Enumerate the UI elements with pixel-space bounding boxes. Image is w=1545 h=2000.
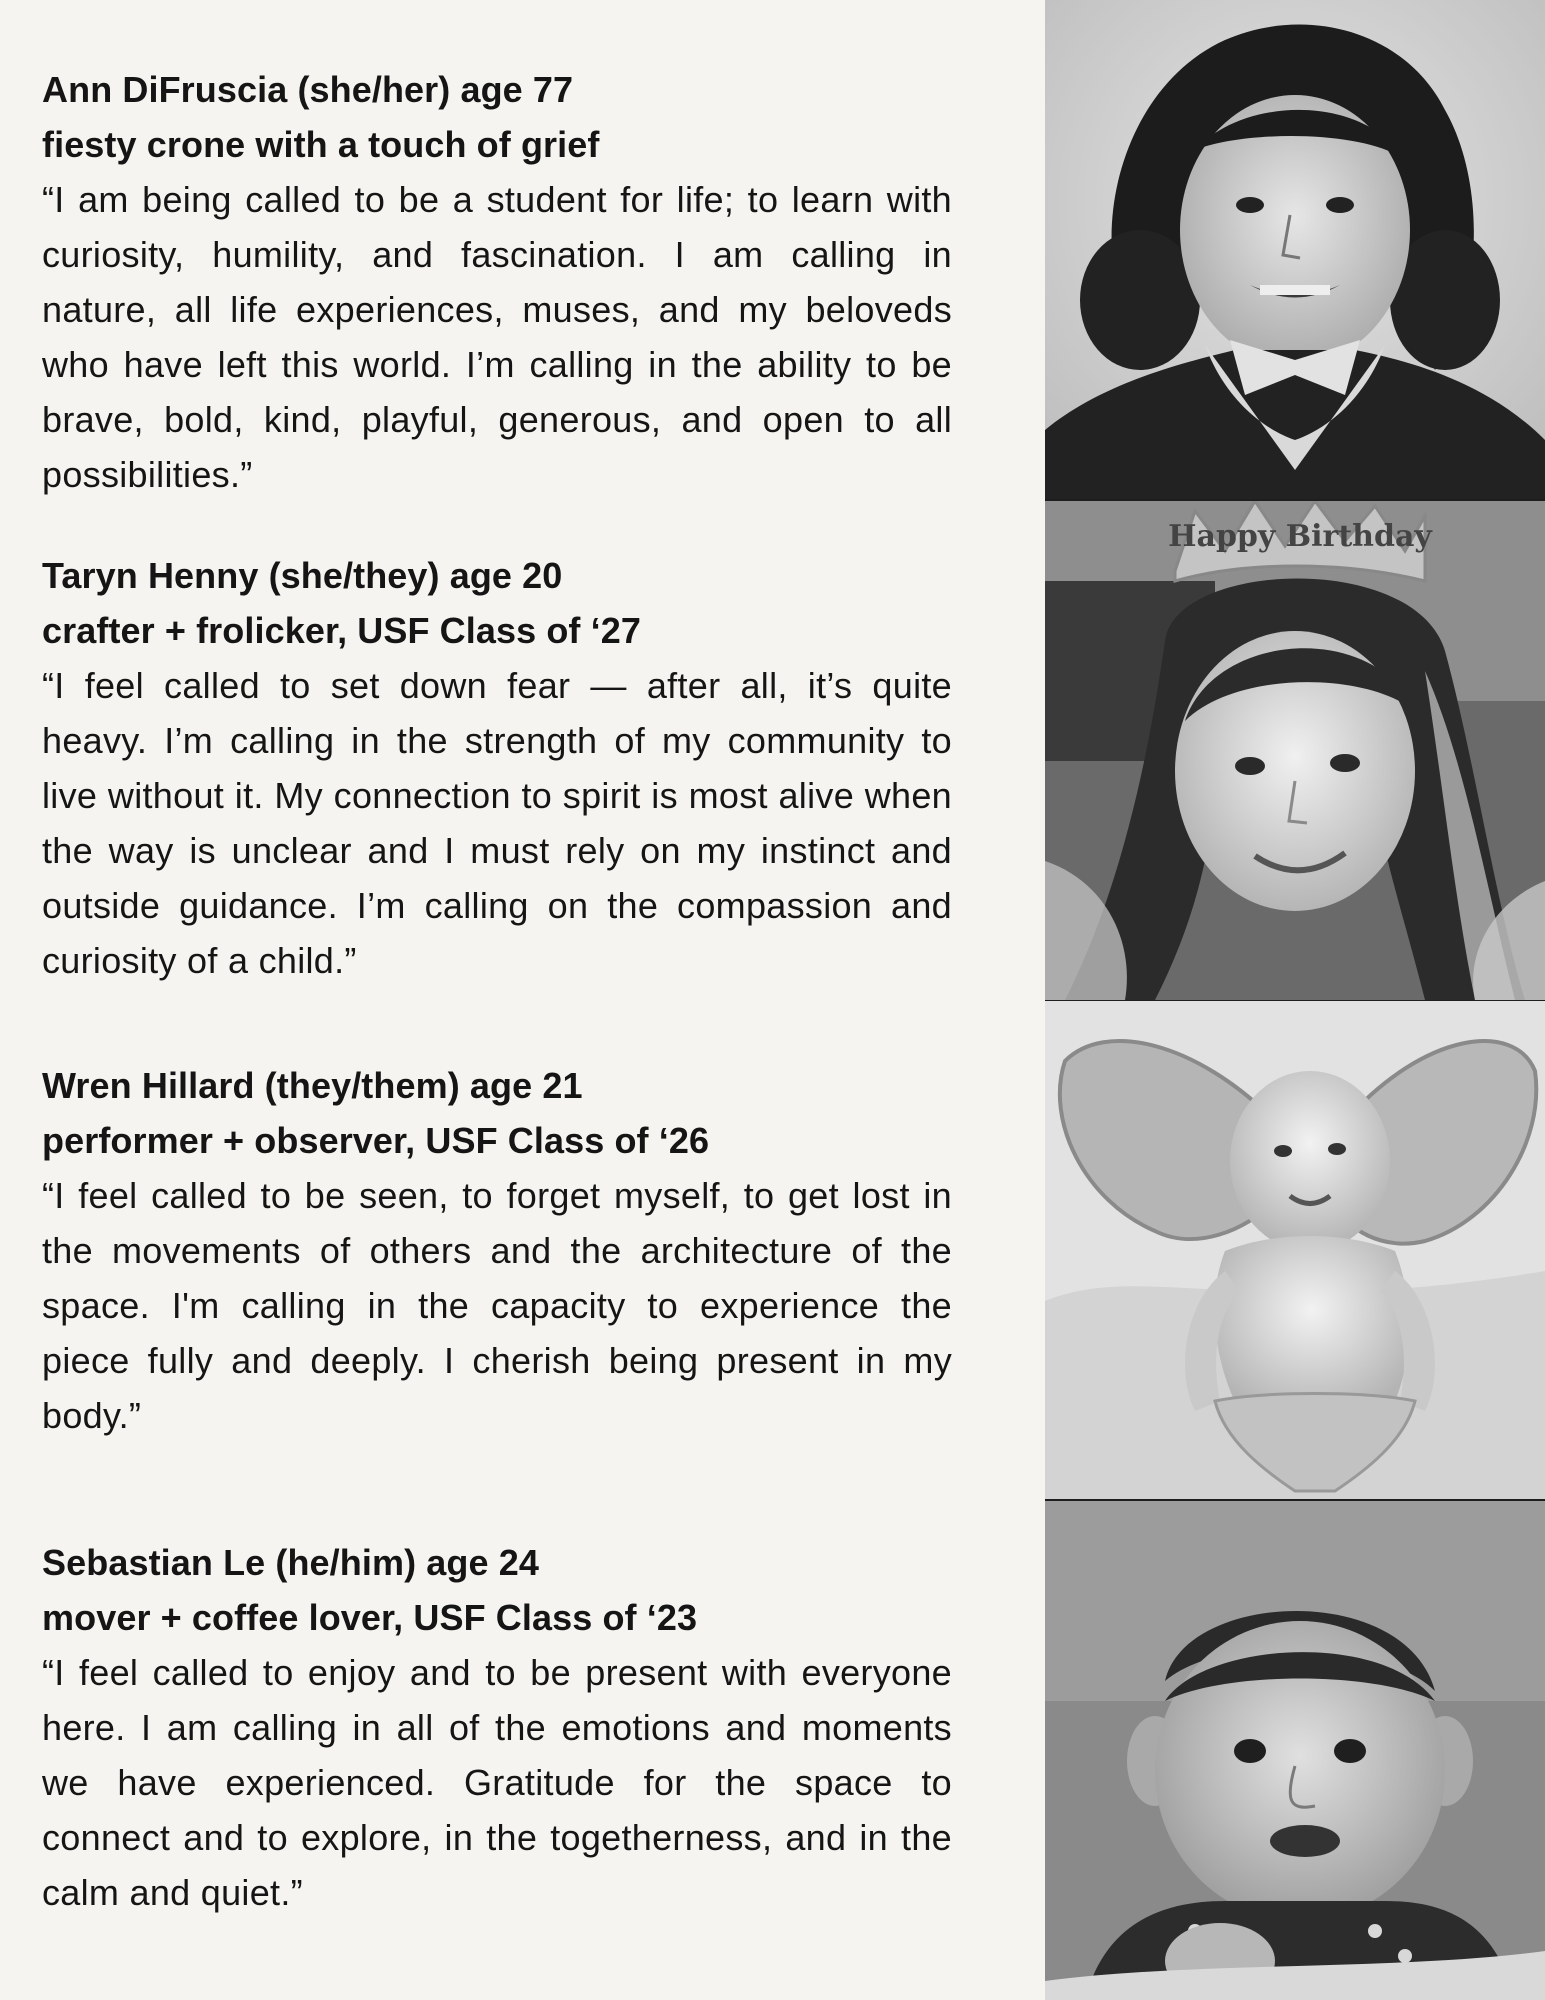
- profile-tagline: mover + coffee lover, USF Class of ‘23: [42, 1597, 698, 1638]
- profile-name: Taryn Henny (she/they) age 20: [42, 555, 563, 596]
- childhood-photo-wren: [1045, 1001, 1545, 1499]
- profiles-column: [42, 0, 952, 2000]
- profile-ann-difruscia: [42, 62, 952, 502]
- profile-name: Wren Hillard (they/them) age 21: [42, 1065, 583, 1106]
- childhood-photo-sebastian: [1045, 1501, 1545, 2000]
- profile-quote: “I feel called to be seen, to forget myself, to get lost in the movements of others and the architecture of the space. I'm calling in the capacity to experience the piece fully and deeply. I cherish being present in my body.”: [42, 1175, 952, 1436]
- profile-tagline: performer + observer, USF Class of ‘26: [42, 1120, 710, 1161]
- crown-text: Happy Birthday: [1168, 519, 1432, 554]
- childhood-photo-taryn: [1045, 501, 1545, 1000]
- profile-tagline: fiesty crone with a touch of grief: [42, 124, 600, 165]
- profile-sebastian-le: [42, 1535, 952, 1920]
- profile-wren-hillard: [42, 1058, 952, 1443]
- profile-taryn-henny: [42, 548, 952, 988]
- profile-quote: “I am being called to be a student for life; to learn with curiosity, humility, and fascination. I am calling in nature, all life experiences, muses, and my beloveds who have left this world. I’m calling in the ability to be brave, bold, kind, playful, generous, and open to all possibilities.”: [42, 179, 952, 495]
- profile-name: Sebastian Le (he/him) age 24: [42, 1542, 539, 1583]
- profile-quote: “I feel called to set down fear — after all, it’s quite heavy. I’m calling in the strength of my community to live without it. My connection to spirit is most alive when the way is unclear and I must rely on my instinct and outside guidance. I’m calling on the compassion and curiosity of a child.”: [42, 665, 952, 981]
- profile-quote: “I feel called to enjoy and to be present with everyone here. I am calling in all of the emotions and moments we have experienced. Gratitude for the space to connect and to explore, in the togetherness, and in the calm and quiet.”: [42, 1652, 952, 1913]
- profile-tagline: crafter + frolicker, USF Class of ‘27: [42, 610, 641, 651]
- childhood-photo-ann: [1045, 0, 1545, 499]
- profile-name: Ann DiFruscia (she/her) age 77: [42, 69, 574, 110]
- photo-column: [1045, 0, 1545, 2000]
